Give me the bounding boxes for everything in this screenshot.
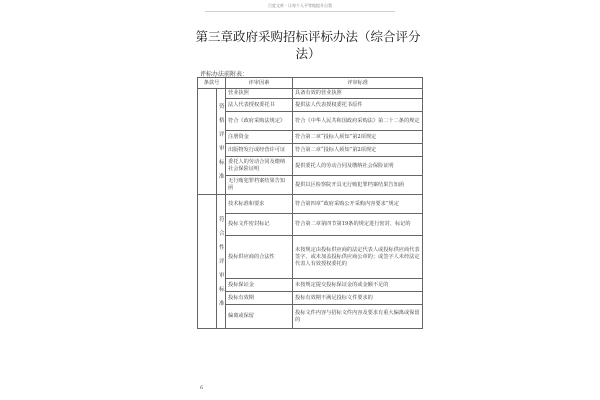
table-header-row — [198, 78, 423, 89]
factor-cell: 符合《政府采购法规定》 — [226, 112, 293, 131]
standard-cell: 提供以区检察院开具无行贿犯罪档案结果告知函 — [293, 176, 423, 195]
clause-number-cell — [198, 89, 217, 195]
factor-cell: 无行贿犯罪档案结果告知函 — [226, 176, 293, 195]
table-row — [198, 112, 423, 131]
column-header-clause: 条款号 — [198, 78, 226, 89]
factor-cell: 偏离或保留 — [226, 305, 293, 329]
evaluation-table — [197, 77, 423, 329]
factor-cell: 投标保证金 — [226, 279, 293, 292]
standard-cell: 符合第四章“政府采购公开采购内容要求”规定 — [293, 195, 423, 214]
factor-cell: 技术标准和要求 — [226, 195, 293, 214]
table-caption: 评标办法前附表： — [200, 71, 249, 78]
category-conformity: 符合性评审标准 — [217, 195, 226, 329]
standard-cell: 提供委托人的劳动合同及缴纳社会保险证明 — [293, 157, 423, 176]
factor-cell: 法人代表授权委托书 — [226, 99, 293, 112]
factor-cell: 营业执照 — [226, 89, 293, 99]
factor-cell: 注册资金 — [226, 131, 293, 144]
standard-cell: 投标文件内容与招标文件内容及要求有重大偏离或保留的 — [293, 305, 423, 329]
standard-cell: 未按规定提交投标保证金的或金额不足的 — [293, 279, 423, 292]
table-row — [198, 89, 423, 99]
factor-cell: 出版物发行或经营许可证 — [226, 144, 293, 157]
factor-cell: 投标有效期 — [226, 292, 293, 305]
standard-cell: 提供法人代表授权委托书原件 — [293, 99, 423, 112]
table-row — [198, 131, 423, 144]
table-row — [198, 305, 423, 329]
factor-cell: 委托人的劳动合同及缴纳社会保险证明 — [226, 157, 293, 176]
column-header-factor: 评审因素 — [226, 78, 293, 89]
standard-cell: 未按规定由投标供应商的法定代表人或投标供应商代表签字、或未加盖投标供应商公章的；或签字人未经法定代表人有效授权委托的 — [293, 236, 423, 279]
table-row — [198, 195, 423, 214]
standard-cell: 符合第二章第四节第19条的规定进行密封、标记的 — [293, 214, 423, 236]
page-header: 百度文库 - 让每个人平等地提升自我 — [205, 3, 395, 12]
standard-cell: 符合第二章“投标人须知”第2项规定 — [293, 131, 423, 144]
table-row — [198, 214, 423, 236]
table-row — [198, 157, 423, 176]
factor-cell: 投标文件密封标记 — [226, 214, 293, 236]
table-row — [198, 236, 423, 279]
table-row — [198, 176, 423, 195]
factor-cell: 投标供应商的合法性 — [226, 236, 293, 279]
table-row — [198, 279, 423, 292]
category-qualification: 资格评审标准 — [217, 89, 226, 195]
page-number: 6 — [200, 385, 204, 391]
standard-cell: 符合第二章“投标人须知”第2项规定 — [293, 144, 423, 157]
table-row — [198, 292, 423, 305]
standard-cell: 投标有效期不满足投标文件要求的 — [293, 292, 423, 305]
page-title: 第三章政府采购招标评标办法（综合评分法） — [195, 29, 421, 61]
standard-cell: 符合《中华人民共和国政府采购法》第二十二条的规定 — [293, 112, 423, 131]
table-row — [198, 99, 423, 112]
clause-number-cell — [198, 195, 217, 329]
standard-cell: 具备有效的营业执照 — [293, 89, 423, 99]
column-header-standard: 评审标准 — [293, 78, 423, 89]
table-row — [198, 144, 423, 157]
